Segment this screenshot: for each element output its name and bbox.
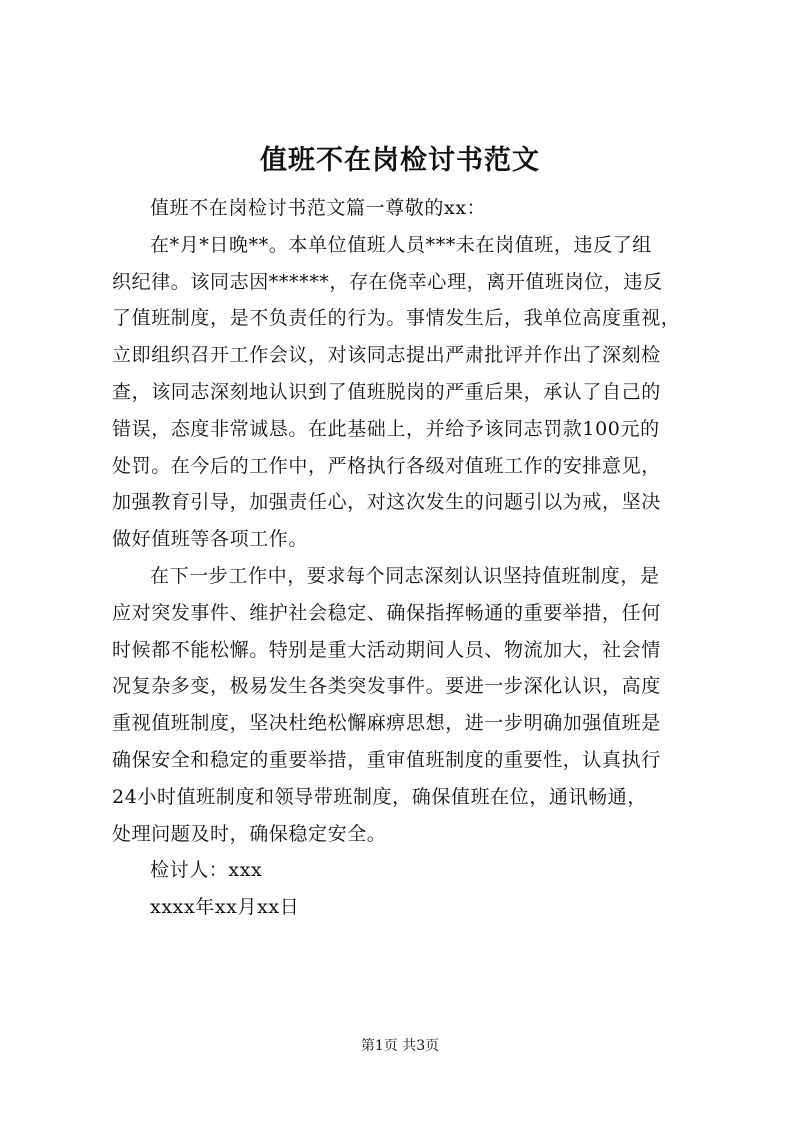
paragraph-2-line: 确保安全和稳定的重要举措，重审值班制度的重要性，认真执行 — [112, 748, 661, 771]
salutation: 值班不在岗检讨书范文篇一尊敬的xx： — [150, 197, 487, 219]
paragraph-1-line: 做好值班等各项工作。 — [112, 528, 309, 551]
paragraph-2-line: 时候都不能松懈。特别是重大活动期间人员、物流加大，社会情 — [112, 638, 661, 661]
paragraph-1-line: 立即组织召开工作会议，对该同志提出严肃批评并作出了深刻检 — [112, 344, 661, 367]
paragraph-1-line: 处罚。在今后的工作中，严格执行各级对值班工作的安排意见， — [112, 454, 661, 477]
paragraph-1-line: 加强教育引导，加强责任心，对这次发生的问题引以为戒，坚决 — [112, 491, 661, 514]
date: xxxx年xx月xx日 — [150, 896, 300, 919]
paragraph-1 — [112, 227, 712, 558]
paragraph-2-line: 在下一步工作中，要求每个同志深刻认识坚持值班制度，是 — [150, 564, 660, 587]
paragraph-2-line: 应对突发事件、维护社会稳定、确保指挥畅通的重要举措，任何 — [112, 601, 661, 624]
paragraph-2-line: 处理问题及时，确保稳定安全。 — [112, 822, 387, 845]
paragraph-2-line: 24小时值班制度和领导带班制度，确保值班在位，通讯畅通， — [112, 785, 647, 808]
paragraph-1-line: 查，该同志深刻地认识到了值班脱岗的严重后果，承认了自己的 — [112, 380, 661, 403]
document-title: 值班不在岗检讨书范文 — [260, 145, 540, 176]
paragraph-1-line: 在*月*日晚**。本单位值班人员***未在岗值班，违反了组 — [150, 233, 652, 256]
paragraph-1-line: 错误，态度非常诚恳。在此基础上，并给予该同志罚款100元的 — [112, 417, 660, 440]
paragraph-2-line: 重视值班制度，坚决杜绝松懈麻痹思想，进一步明确加强值班是 — [112, 712, 661, 735]
paragraph-2 — [112, 558, 712, 852]
signature: 检讨人：xxx — [150, 859, 263, 882]
paragraph-2-line: 况复杂多变，极易发生各类突发事件。要进一步深化认识，高度 — [112, 675, 661, 698]
document-body — [112, 190, 712, 926]
paragraph-1-line: 了值班制度，是不负责任的行为。事情发生后，我单位高度重视， — [112, 307, 681, 330]
paragraph-1-line: 织纪律。该同志因******，存在侥幸心理，离开值班岗位，违反 — [112, 270, 663, 293]
page-footer: 第1页 共3页 — [360, 1038, 440, 1054]
